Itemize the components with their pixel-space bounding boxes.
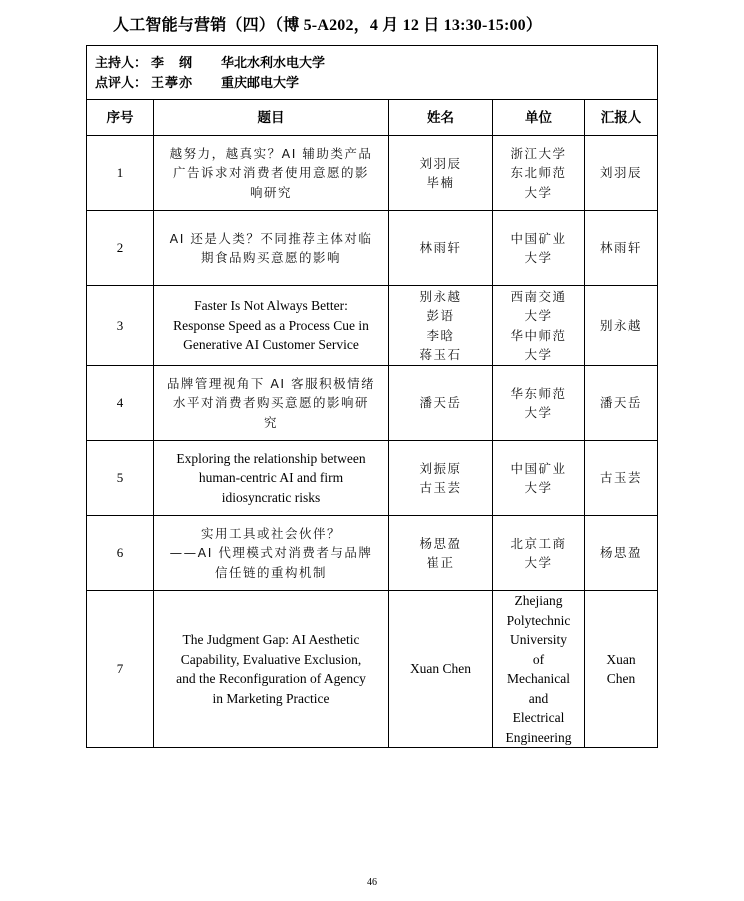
row-title-line: 信任链的重构机制 [214,564,327,580]
row-names [389,211,493,286]
row-number: 6 [87,516,154,591]
row-names [389,441,493,516]
row-title-line: AI 还是人类？不同推荐主体对临 [169,230,373,246]
host-affiliation: 华北水利水电大学 [221,54,326,70]
row-title-line: The Judgment Gap: AI Aesthetic [182,632,360,647]
table-row [87,136,658,211]
row-title-line: 响研究 [249,184,292,200]
row-presenter [585,286,658,366]
row-title [154,591,389,748]
row-number: 3 [87,286,154,366]
row-names-line: 林雨轩 [419,240,462,256]
row-names-line: 潘天岳 [419,395,462,411]
row-title [154,286,389,366]
row-presenter-line: 别永越 [600,317,643,333]
row-names [389,136,493,211]
table-row [87,591,658,748]
reviewer-affiliation: 重庆邮电大学 [221,74,300,90]
row-names [389,286,493,366]
table-row [87,286,658,366]
row-presenter [585,516,658,591]
row-title-line: 究 [263,414,278,430]
row-unit-line: 浙江大学 [510,145,567,161]
row-unit [493,366,585,441]
row-title-line: Capability, Evaluative Exclusion, [180,651,362,667]
page-title: 人工智能与营销（四）（博 5-A202，4 月 12 日 13:30-15:00） [113,17,543,34]
header-name: 姓名 [389,100,493,136]
row-unit-line: 大学 [524,250,553,265]
row-presenter-line: 古玉芸 [600,470,643,486]
row-presenter-line: Xuan [606,651,636,667]
row-unit-line: 大学 [524,308,553,323]
row-names [389,366,493,441]
row-title-line: Exploring the relationship between [176,450,366,466]
row-title-line: Generative AI Customer Service [183,337,359,353]
row-unit-line: 大学 [524,405,553,420]
header-no: 序号 [87,100,154,136]
row-title-line: 实用工具或社会伙伴？ [200,525,341,541]
row-title-line: 品牌管理视角下 AI 客服积极情绪 [166,375,376,391]
row-title-line: Response Speed as a Process Cue in [173,317,369,333]
row-names-line: 别永越 [419,288,462,304]
row-number: 1 [87,136,154,211]
row-names [389,516,493,591]
row-names-line: 李晗 [426,327,455,343]
row-unit-line: 华东师范 [510,385,567,401]
row-presenter [585,136,658,211]
row-title-line: and the Reconfiguration of Agency [176,671,366,686]
row-number: 5 [87,441,154,516]
row-names-line: 刘振原 [419,460,462,476]
table-header-row [87,100,658,136]
row-title-line: idiosyncratic risks [221,489,321,505]
row-names-line: 毕楠 [426,175,455,190]
row-title [154,516,389,591]
row-names-line: 古玉芸 [419,480,462,495]
row-unit-line: 华中师范 [510,327,567,343]
row-unit-line: 西南交通 [510,288,567,304]
row-presenter [585,366,658,441]
row-unit [493,441,585,516]
row-unit-line: Electrical [512,710,565,725]
host-name: 李 纲 [151,54,194,70]
row-unit-line: 大学 [524,347,553,362]
reviewer-line [95,73,649,93]
row-title [154,366,389,441]
row-unit-line: Zhejiang [514,593,563,608]
row-number: 7 [87,591,154,748]
row-number: 2 [87,211,154,286]
schedule-table [86,45,658,748]
host-cell [87,46,658,100]
row-title [154,136,389,211]
row-unit-line: Mechanical [507,671,570,686]
row-names-line: 刘羽辰 [419,155,462,171]
row-presenter [585,441,658,516]
row-presenter-line: 潘天岳 [600,395,643,411]
row-title [154,211,389,286]
row-unit-line: of [532,651,545,667]
row-unit-line: 大学 [524,184,553,200]
row-title [154,441,389,516]
table-row [87,366,658,441]
row-unit-line: 北京工商 [510,535,567,551]
row-unit [493,591,585,748]
row-unit-line: 中国矿业 [510,460,567,476]
host-role-label: 主持人： [95,54,148,70]
row-names-line: 蒋玉石 [419,347,462,362]
row-presenter-line: 杨思盈 [600,545,643,561]
row-title-line: human-centric AI and firm [198,470,344,486]
host-line [95,53,649,73]
row-names-line: 崔正 [426,555,455,570]
table-row [87,516,658,591]
page-number: 46 [367,877,377,888]
row-unit-line: Polytechnic [506,612,571,628]
reviewer-role-label: 点评人： [95,74,148,90]
row-unit [493,211,585,286]
row-unit-line: Engineering [505,729,572,745]
row-unit-line: 大学 [524,480,553,495]
header-unit: 单位 [493,100,585,136]
row-unit-line: University [510,632,567,647]
row-title-line: ——AI 代理模式对消费者与品牌 [169,545,373,561]
row-unit-line: 中国矿业 [510,230,567,246]
row-unit-line: and [528,690,549,706]
reviewer-name: 王葶亦 [151,74,194,90]
row-presenter [585,591,658,748]
table-row [87,441,658,516]
row-names-line: 彭语 [426,308,455,323]
row-unit [493,516,585,591]
row-title-line: 期食品购买意愿的影响 [200,250,341,265]
row-unit [493,136,585,211]
row-unit-line: 大学 [524,555,553,570]
header-title: 题目 [154,100,389,136]
row-presenter-line: Chen [606,671,636,686]
row-unit [493,286,585,366]
row-title-line: 越努力，越真实？AI 辅助类产品 [169,145,373,161]
row-title-line: 广告诉求对消费者使用意愿的影 [172,165,369,181]
row-presenter-line: 林雨轩 [600,240,643,256]
host-row [87,46,658,100]
row-presenter [585,211,658,286]
header-presenter: 汇报人 [585,100,658,136]
row-title-line: in Marketing Practice [212,690,330,706]
row-presenter-line: 刘羽辰 [600,165,643,181]
table-row [87,211,658,286]
row-names-line: Xuan Chen [409,661,472,677]
row-names-line: 杨思盈 [419,535,462,551]
row-title-line: 水平对消费者购买意愿的影响研 [172,395,369,411]
row-names [389,591,493,748]
row-number: 4 [87,366,154,441]
row-unit-line: 东北师范 [510,165,567,181]
row-title-line: Faster Is Not Always Better: [194,298,348,314]
